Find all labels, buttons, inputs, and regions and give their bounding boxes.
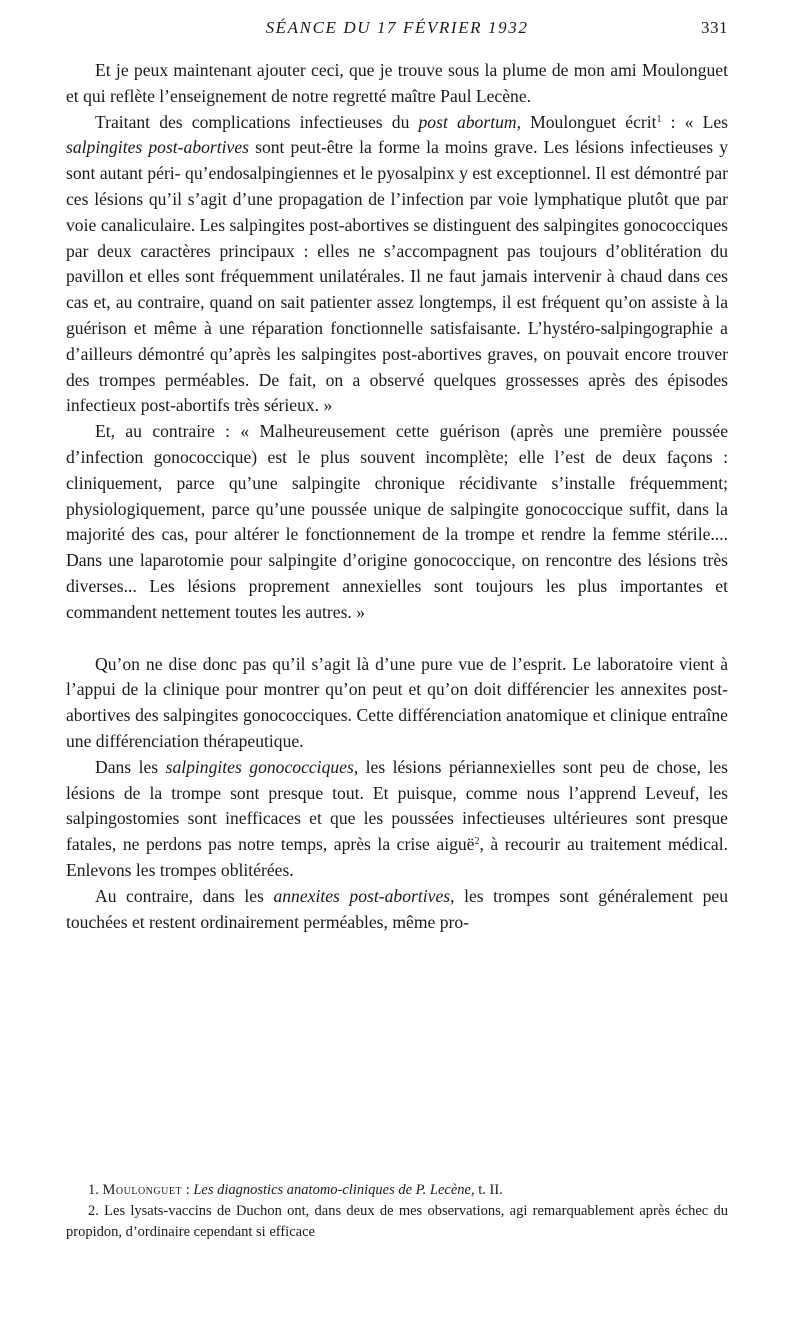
paragraph-6 [66, 884, 728, 936]
footnote-text: Les lysats-vaccins de Duchon ont, dans deux de mes observations, agi remarquablement après échec du propidon, d’ordinaire cependant si efficace [66, 1203, 729, 1240]
paragraph-3 [66, 419, 728, 625]
paragraph-5 [66, 755, 728, 884]
italic-term: salpingites post-abortives [66, 137, 250, 158]
paragraph-4 [66, 652, 728, 755]
italic-term: annexites post-abortives [273, 885, 451, 906]
page-number: 331 [701, 18, 728, 37]
paragraph-text: Dans les [95, 756, 166, 777]
footnote-title: Les diagnostics anatomo-cliniques de P. Lecène [193, 1182, 471, 1198]
footnote-2 [66, 1201, 728, 1243]
footnote-ref: 1 [656, 113, 662, 125]
running-title: SÉANCE DU 17 FÉVRIER 1932 [265, 18, 529, 37]
footnote-number: 1. [88, 1182, 99, 1198]
footnote-1 [66, 1180, 728, 1201]
italic-term: salpingites gonococciques [165, 756, 354, 777]
footnote-number: 2. [88, 1203, 99, 1219]
footnotes [66, 1180, 728, 1243]
paragraph-text: , à recourir au traitement médical. Enlevons les trompes oblitérées. [66, 834, 728, 880]
paragraph-text: Et je peux maintenant ajouter ceci, que je trouve sous la plume de mon ami Moulonguet et qui reflète l’enseignement de notre regretté maître Paul Lecène. [66, 60, 728, 106]
paragraph-text: Traitant des complications infectieuses du [95, 111, 419, 132]
page-header [66, 18, 728, 40]
paragraph-text: , les trompes sont généralement peu touchées et restent ordinairement perméables, même pro- [66, 885, 728, 932]
footnote-author: Moulonguet [102, 1182, 183, 1198]
main-text [66, 58, 728, 935]
paragraph-text: Au contraire, dans les [95, 885, 274, 906]
paragraph-2 [66, 110, 728, 420]
footnote-text: , t. II. [470, 1182, 503, 1198]
paragraph-text: Et, au contraire : « Malheureusement cette guérison (après une première poussée d’infection gonococcique) est le plus souvent incomplète; elle l’est de deux façons : cliniquement, parce qu’une salpingite chronique récidivante s’installe fréquemment; physiologiquement, parce qu’une poussée unique de salpingite gonococcique suffit, dans la majorité des cas, pour altérer le fonctionnement de la trompe et rendre la femme stérile.... Dans une laparotomie pour salpingite d’origine gonococcique, on rencontre des lésions très diverses... Les lésions proprement annexielles sont toujours les plus importantes et commandent nettement toutes les autres. » [66, 421, 728, 622]
paragraph-text: sont peut-être la forme la moins grave. Les lésions infectieuses y sont autant péri- qu’endosalpingiennes et le pyosalpinx y est exceptionnel. Il est démontré par ces lésions qu’il s’agit d’une propagation de l’infection par voie lymphatique plutôt que par voie canaliculaire. Les salpingites post-abortives se distinguent des salpingites gonococciques par deux caractères principaux : elles ne s’accompagnent pas toujours d’oblitération du pavillon et elles sont fréquemment unilatérales. Il ne faut jamais intervenir à chaud dans ces cas et, au contraire, quand on sait patienter assez longtemps, il est fréquent qu’on assiste à la guérison et même à une réparation fonctionnelle satisfaisante. L’hystéro-salpingographie a d’ailleurs démontré qu’après les salpingites post-abortives graves, on pouvait encore trouver des trompes perméables. De fait, on a observé quelques grossesses après des épisodes infectieux post-abortifs très sérieux. » [66, 137, 728, 416]
footnote-ref: 2 [474, 836, 480, 848]
paragraph-text: Qu’on ne dise donc pas qu’il s’agit là d’une pure vue de l’esprit. Le laboratoire vient à l’appui de la clinique pour montrer qu’on peut et qu’on doit différencier les annexites post-abortives des salpingites gonococciques. Cette différenciation anatomique et clinique entraîne une différenciation thérapeutique. [66, 653, 728, 751]
paragraph-1 [66, 58, 728, 110]
paragraph-text: , Moulonguet écrit [516, 111, 657, 132]
italic-term: post abortum [418, 111, 517, 132]
footnote-text: : [182, 1182, 194, 1198]
paragraph-text: , les lésions périannexielles sont peu de chose, les lésions de la trompe sont presque tout. Et puisque, comme nous l’apprend Leveuf, les salpingostomies sont inefficaces et que les poussées infectieuses ultérieures sont presque fatales, ne perdons pas notre temps, après la crise aiguë [66, 756, 728, 855]
paragraph-text: : « Les [661, 111, 728, 132]
